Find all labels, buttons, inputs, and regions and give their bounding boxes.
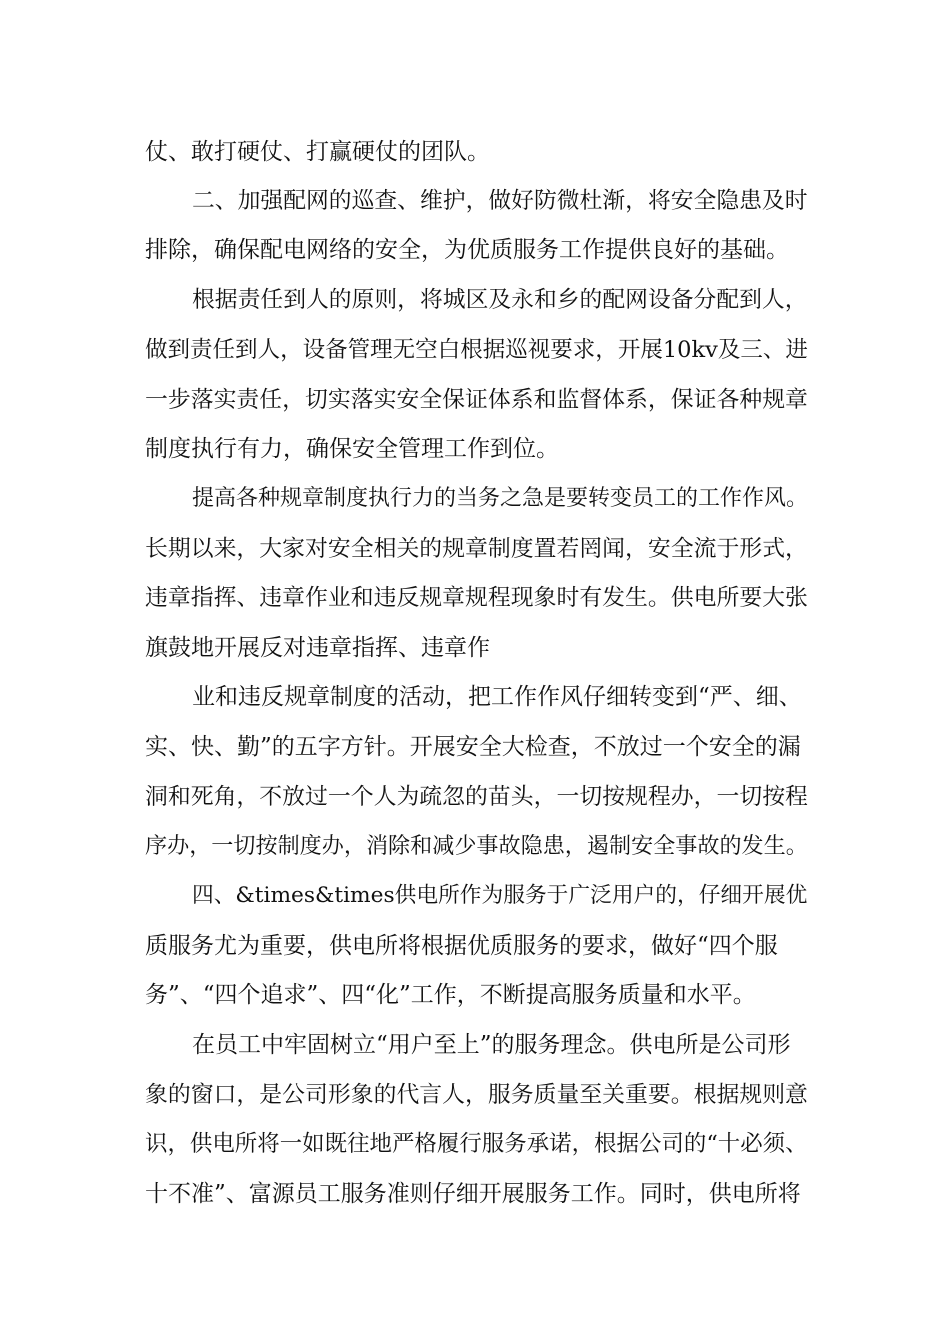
text-line: 二、加强配网的巡查、维护，做好防微杜渐，将安全隐患及时 (192, 188, 808, 214)
text-line: 提高各种规章制度执行力的当务之急是要转变员工的工作作风。 (192, 486, 809, 511)
text-line: 序办，一切按制度办，消除和减少事故隐患，遏制安全事故的发生。 (145, 833, 808, 859)
text-line: 十不准”、富源员工服务准则仔细开展服务工作。同时，供电所将 (145, 1181, 801, 1207)
text-line: 质服务尤为重要，供电所将根据优质服务的要求，做好“四个服 (145, 933, 778, 959)
text-line: 四、&times&times供电所作为服务于广泛用户的，仔细开展优 (192, 883, 808, 908)
text-line: 在员工中牢固树立“用户至上”的服务理念。供电所是公司形 (192, 1032, 791, 1058)
text-line: 洞和死角，不放过一个人为疏忽的苗头，一切按规程办，一切按程 (145, 784, 808, 810)
text-line: 旗鼓地开展反对违章指挥、违章作 (145, 635, 490, 661)
text-line: 做到责任到人，设备管理无空白根据巡视要求，开展10kv及三、进 (145, 337, 808, 363)
text-line: 识，供电所将一如既往地严格履行服务承诺，根据公司的“十必须、 (145, 1131, 808, 1157)
text-line: 仗、敢打硬仗、打赢硬仗的团队。 (145, 139, 490, 165)
text-line: 象的窗口，是公司形象的代言人，服务质量至关重要。根据规则意 (145, 1082, 808, 1108)
text-line: 排除，确保配电网络的安全，为优质服务工作提供良好的基础。 (145, 237, 789, 263)
text-line: 业和违反规章制度的活动，把工作作风仔细转变到“严、细、 (192, 684, 802, 710)
text-line: 实、快、勤”的五字方针。开展安全大检查，不放过一个安全的漏 (145, 734, 801, 760)
text-line: 一步落实责任，切实落实安全保证体系和监督体系，保证各种规章 (145, 387, 808, 413)
text-line: 根据责任到人的原则，将城区及永和乡的配网设备分配到人， (192, 287, 808, 313)
text-line: 务”、“四个追求”、四“化”工作，不断提高服务质量和水平。 (145, 982, 756, 1008)
text-line: 违章指挥、违章作业和违反规章规程现象时有发生。供电所要大张 (145, 585, 808, 611)
text-line: 长期以来，大家对安全相关的规章制度置若罔闻，安全流于形式， (145, 536, 808, 562)
text-line: 制度执行有力，确保安全管理工作到位。 (145, 436, 559, 462)
